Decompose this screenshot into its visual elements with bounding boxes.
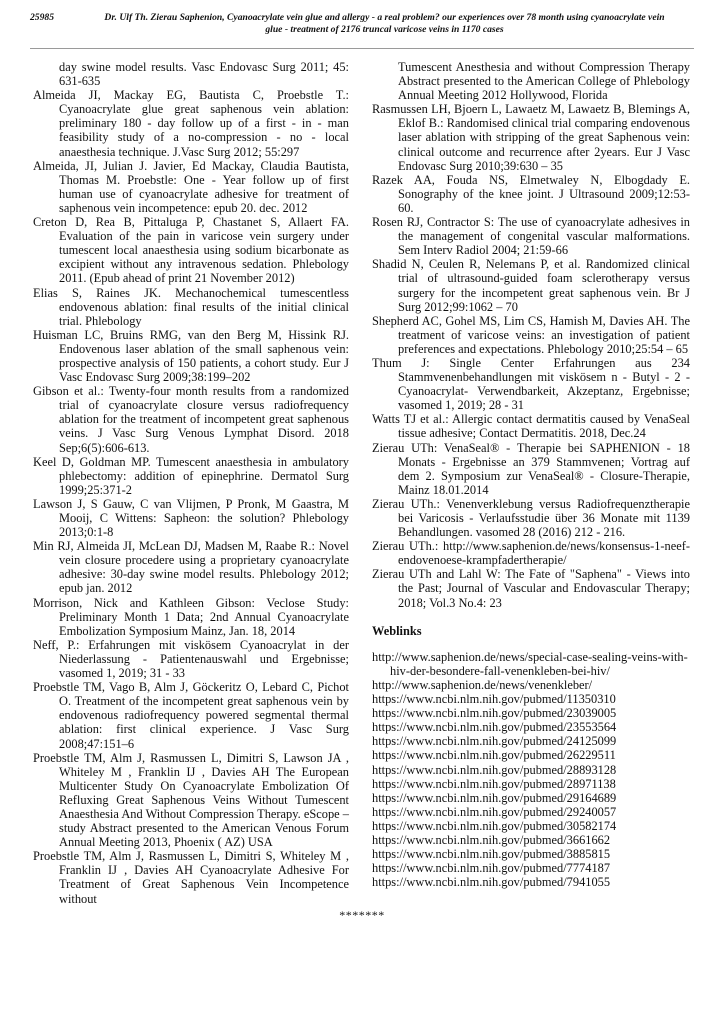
reference-item: Zierau UTh.: Venenverklebung versus Radiofrequenztherapie bei Varicosis - Verlaufsstudie über 36 Monate mit 1139 Behandlungen. vasomed 28 (2016) 212 - 216. xyxy=(372,496,690,540)
reference-item: Proebstle TM, Alm J, Rasmussen L, Dimitri S, Whiteley M , Franklin IJ , Davies AH Cyanoacrylate Adhesive For Treatment of Great Saphenous Vein Incompetence without xyxy=(33,849,349,906)
reference-continuation: day swine model results. Vasc Endovasc Surg 2011; 45: 631-635 xyxy=(59,60,349,89)
reference-continuation: Tumescent Anesthesia and without Compression Therapy Abstract presented to the American College of Phlebology Annual Meeting 2012 Hollywood, Florida xyxy=(398,60,690,103)
weblink[interactable]: https://www.ncbi.nlm.nih.gov/pubmed/7774187 xyxy=(372,861,611,876)
reference-item: Rasmussen LH, Bjoern L, Lawaetz M, Lawaetz B, Blemings A, Eklof B.: Randomised clinical trial comparing endovenous laser ablation with stripping of the great Saphenous vein: clinical outcome and recurrence after 2years. Eur J Vasc Endovasc Surg 2010;39:630 – 35 xyxy=(372,102,690,173)
weblink[interactable]: https://www.ncbi.nlm.nih.gov/pubmed/26229511 xyxy=(372,748,616,763)
weblink[interactable]: https://www.ncbi.nlm.nih.gov/pubmed/29164689 xyxy=(372,790,617,805)
reference-item: Thum J: Single Center Erfahrungen aus 234 Stammvenenbehandlungen mit viskösem n - Butyl - 2 - Cyanoacrylat- Verwendbarkeit, Akzeptanz, Ergebnisse; vasomed 1, 2019; 28 - 31 xyxy=(372,355,690,413)
weblink[interactable]: http://www.saphenion.de/news/venenkleber/ xyxy=(372,677,593,692)
reference-item: Lawson J, S Gauw, C van Vlijmen, P Pronk, M Gaastra, M Mooij, C Wittens: Sapheon: the solution? Phlebology 2013;0:1-8 xyxy=(33,496,349,540)
weblink[interactable]: https://www.ncbi.nlm.nih.gov/pubmed/11350310 xyxy=(372,692,616,707)
reference-item: Rosen RJ, Contractor S: The use of cyanoacrylate adhesives in the management of congenital vascular malformations. Sem Interv Radiol 2004; 21:59-66 xyxy=(372,215,690,258)
weblink[interactable]: https://www.ncbi.nlm.nih.gov/pubmed/3885815 xyxy=(372,847,611,862)
weblink[interactable]: https://www.ncbi.nlm.nih.gov/pubmed/28971138 xyxy=(372,776,616,791)
reference-item: Almeida JI, Mackay EG, Bautista C, Proebstle T.: Cyanoacrylate glue great saphenous vein ablation: preliminary 180 - day follow up of a first - in - man feasibility study of a no-compression - no - local anaesthesia technique. J.Vasc Surg 2012; 55:297 xyxy=(33,88,349,159)
running-title: Dr. Ulf Th. Zierau Saphenion, Cyanoacrylate vein glue and allergy - a real problem? our experiences over 78 month using cyanoacrylate vein glue - treatment of 2176 truncal varicose veins in 1170 cases xyxy=(104,12,665,35)
weblink[interactable]: http://www.saphenion.de/news/special-case-sealing-veins-with-hiv-der-besondere-fall-venenkleben-bei-hiv/ xyxy=(372,649,688,678)
reference-item: Shepherd AC, Gohel MS, Lim CS, Hamish M, Davies AH. The treatment of varicose veins: an investigation of patient preferences and expectations. Phlebology 2010;25:54 – 65 xyxy=(372,313,690,356)
weblink[interactable]: https://www.ncbi.nlm.nih.gov/pubmed/29240057 xyxy=(372,804,617,819)
weblink[interactable]: https://www.ncbi.nlm.nih.gov/pubmed/24125099 xyxy=(372,734,617,749)
reference-item: Zierau UTh and Lahl W: The Fate of "Saphena" - Views into the Past; Journal of Vascular and Endovascular Therapy; 2018; Vol.3 No.4: 23 xyxy=(372,567,690,610)
reference-item: Shadid N, Ceulen R, Nelemans P, et al. Randomized clinical trial of ultrasound-guided foam sclerotherapy versus surgery for the incompetent great saphenous vein. Br J Surg 2012;99:1062 – 70 xyxy=(372,257,690,314)
end-of-article-marker: ******* xyxy=(339,908,385,922)
reference-item: Gibson et al.: Twenty-four month results from a randomized trial of cyanoacrylate closure versus radiofrequency ablation for the treatment of incompetent great saphenous veins. J Vasc Surg Venous Lymphat Disord. 2018 Sep;6(5):606-613. xyxy=(33,384,349,455)
weblink[interactable]: https://www.ncbi.nlm.nih.gov/pubmed/23039005 xyxy=(372,706,617,721)
running-header xyxy=(30,12,694,36)
weblink[interactable]: https://www.ncbi.nlm.nih.gov/pubmed/28893128 xyxy=(372,762,617,777)
weblinks-heading: Weblinks xyxy=(372,623,422,638)
reference-item: Watts TJ et al.: Allergic contact dermatitis caused by VenaSeal tissue adhesive; Contact Dermatitis. 2018, Dec.24 xyxy=(372,412,690,441)
reference-item: Morrison, Nick and Kathleen Gibson: Veclose Study: Preliminary Month 1 Data; 2nd Annual Cyanoacrylate Embolization Symposium Mainz, Jan. 18, 2014 xyxy=(33,595,349,638)
reference-item: Zierau UTh: VenaSeal® - Therapie bei SAPHENION - 18 Monats - Ergebnisse an 379 Stammvenen; Vortrag auf dem 2. Symposium zur VenaSeal® - Closure-Therapie, Mainz 18.01.2014 xyxy=(372,440,690,497)
weblink[interactable]: https://www.ncbi.nlm.nih.gov/pubmed/3661662 xyxy=(372,832,611,847)
reference-item: Neff, P.: Erfahrungen mit viskösem Cyanoacrylat in der Niederlassung - Patientenauswahl und Ergebnisse; vasomed 1, 2019; 31 - 33 xyxy=(33,637,349,681)
reference-item: Elias S, Raines JK. Mechanochemical tumescentless endovenous ablation: final results of the initial clinical trial. Phlebology xyxy=(33,285,349,328)
reference-item: Razek AA, Fouda NS, Elmetwaley N, Elbogdady E. Sonography of the knee joint. J Ultrasound 2009;12:53-60. xyxy=(372,172,690,215)
weblink[interactable]: https://www.ncbi.nlm.nih.gov/pubmed/30582174 xyxy=(372,818,617,833)
weblink[interactable]: https://www.ncbi.nlm.nih.gov/pubmed/23553564 xyxy=(372,720,617,735)
right-column xyxy=(372,60,690,889)
left-column xyxy=(33,60,349,906)
reference-item: Huisman LC, Bruins RMG, van den Berg M, Hissink RJ. Endovenous laser ablation of the small saphenous vein: prospective analysis of 150 patients, a cohort study. Eur J Vasc Endovasc Surg 2009;38:199–202 xyxy=(33,327,349,385)
reference-item: Proebstle TM, Vago B, Alm J, Göckeritz O, Lebard C, Pichot O. Treatment of the incompetent great saphenous vein by endovenous radiofrequency powered segmental thermal ablation: first clinical experience. J Vasc Surg 2008;47:151–6 xyxy=(33,680,349,751)
reference-item: Zierau UTh.: http://www.saphenion.de/news/konsensus-1-neef-endovenoese-krampfadertherapie/ xyxy=(372,539,690,568)
reference-item: Proebstle TM, Alm J, Rasmussen L, Dimitri S, Lawson JA , Whiteley M , Franklin IJ , Davies AH The European Multicenter Study On Cyanoacrylate Embolization Of Refluxing Great Saphenous Veins Without Tumescent Anaesthesia And Without Compression Therapy. eScope – study Abstract presented to the American Venous Forum Annual Meeting 2013, Phoenix ( AZ) USA xyxy=(33,750,349,850)
reference-item: Almeida, JI, Julian J. Javier, Ed Mackay, Claudia Bautista, Thomas M. Proebstle: One - Year follow up of first human use of cyanoacrylate adhesive for treatment of saphenous vein incompetence: epub 20. dec. 2012 xyxy=(33,158,349,215)
reference-item: Creton D, Rea B, Pittaluga P, Chastanet S, Allaert FA. Evaluation of the pain in varicose vein surgery under tumescent local anaesthesia using sodium bicarbonate as excipient without any intravenous sedation. Phlebology 2011. (Epub ahead of print 21 November 2012) xyxy=(33,215,349,286)
reference-item: Keel D, Goldman MP. Tumescent anaesthesia in ambulatory phlebectomy: addition of epinephrine. Dermatol Surg 1999;25:371-2 xyxy=(33,454,349,497)
header-divider xyxy=(30,48,694,49)
reference-item: Min RJ, Almeida JI, McLean DJ, Madsen M, Raabe R.: Novel vein closure procedere using a proprietary cyanoacrylate adhesive: 30-day swine model results. Phlebology 2012; epub jan. 2012 xyxy=(33,539,349,596)
page-number: 25985 xyxy=(30,12,54,23)
weblink[interactable]: https://www.ncbi.nlm.nih.gov/pubmed/7941055 xyxy=(372,875,611,890)
